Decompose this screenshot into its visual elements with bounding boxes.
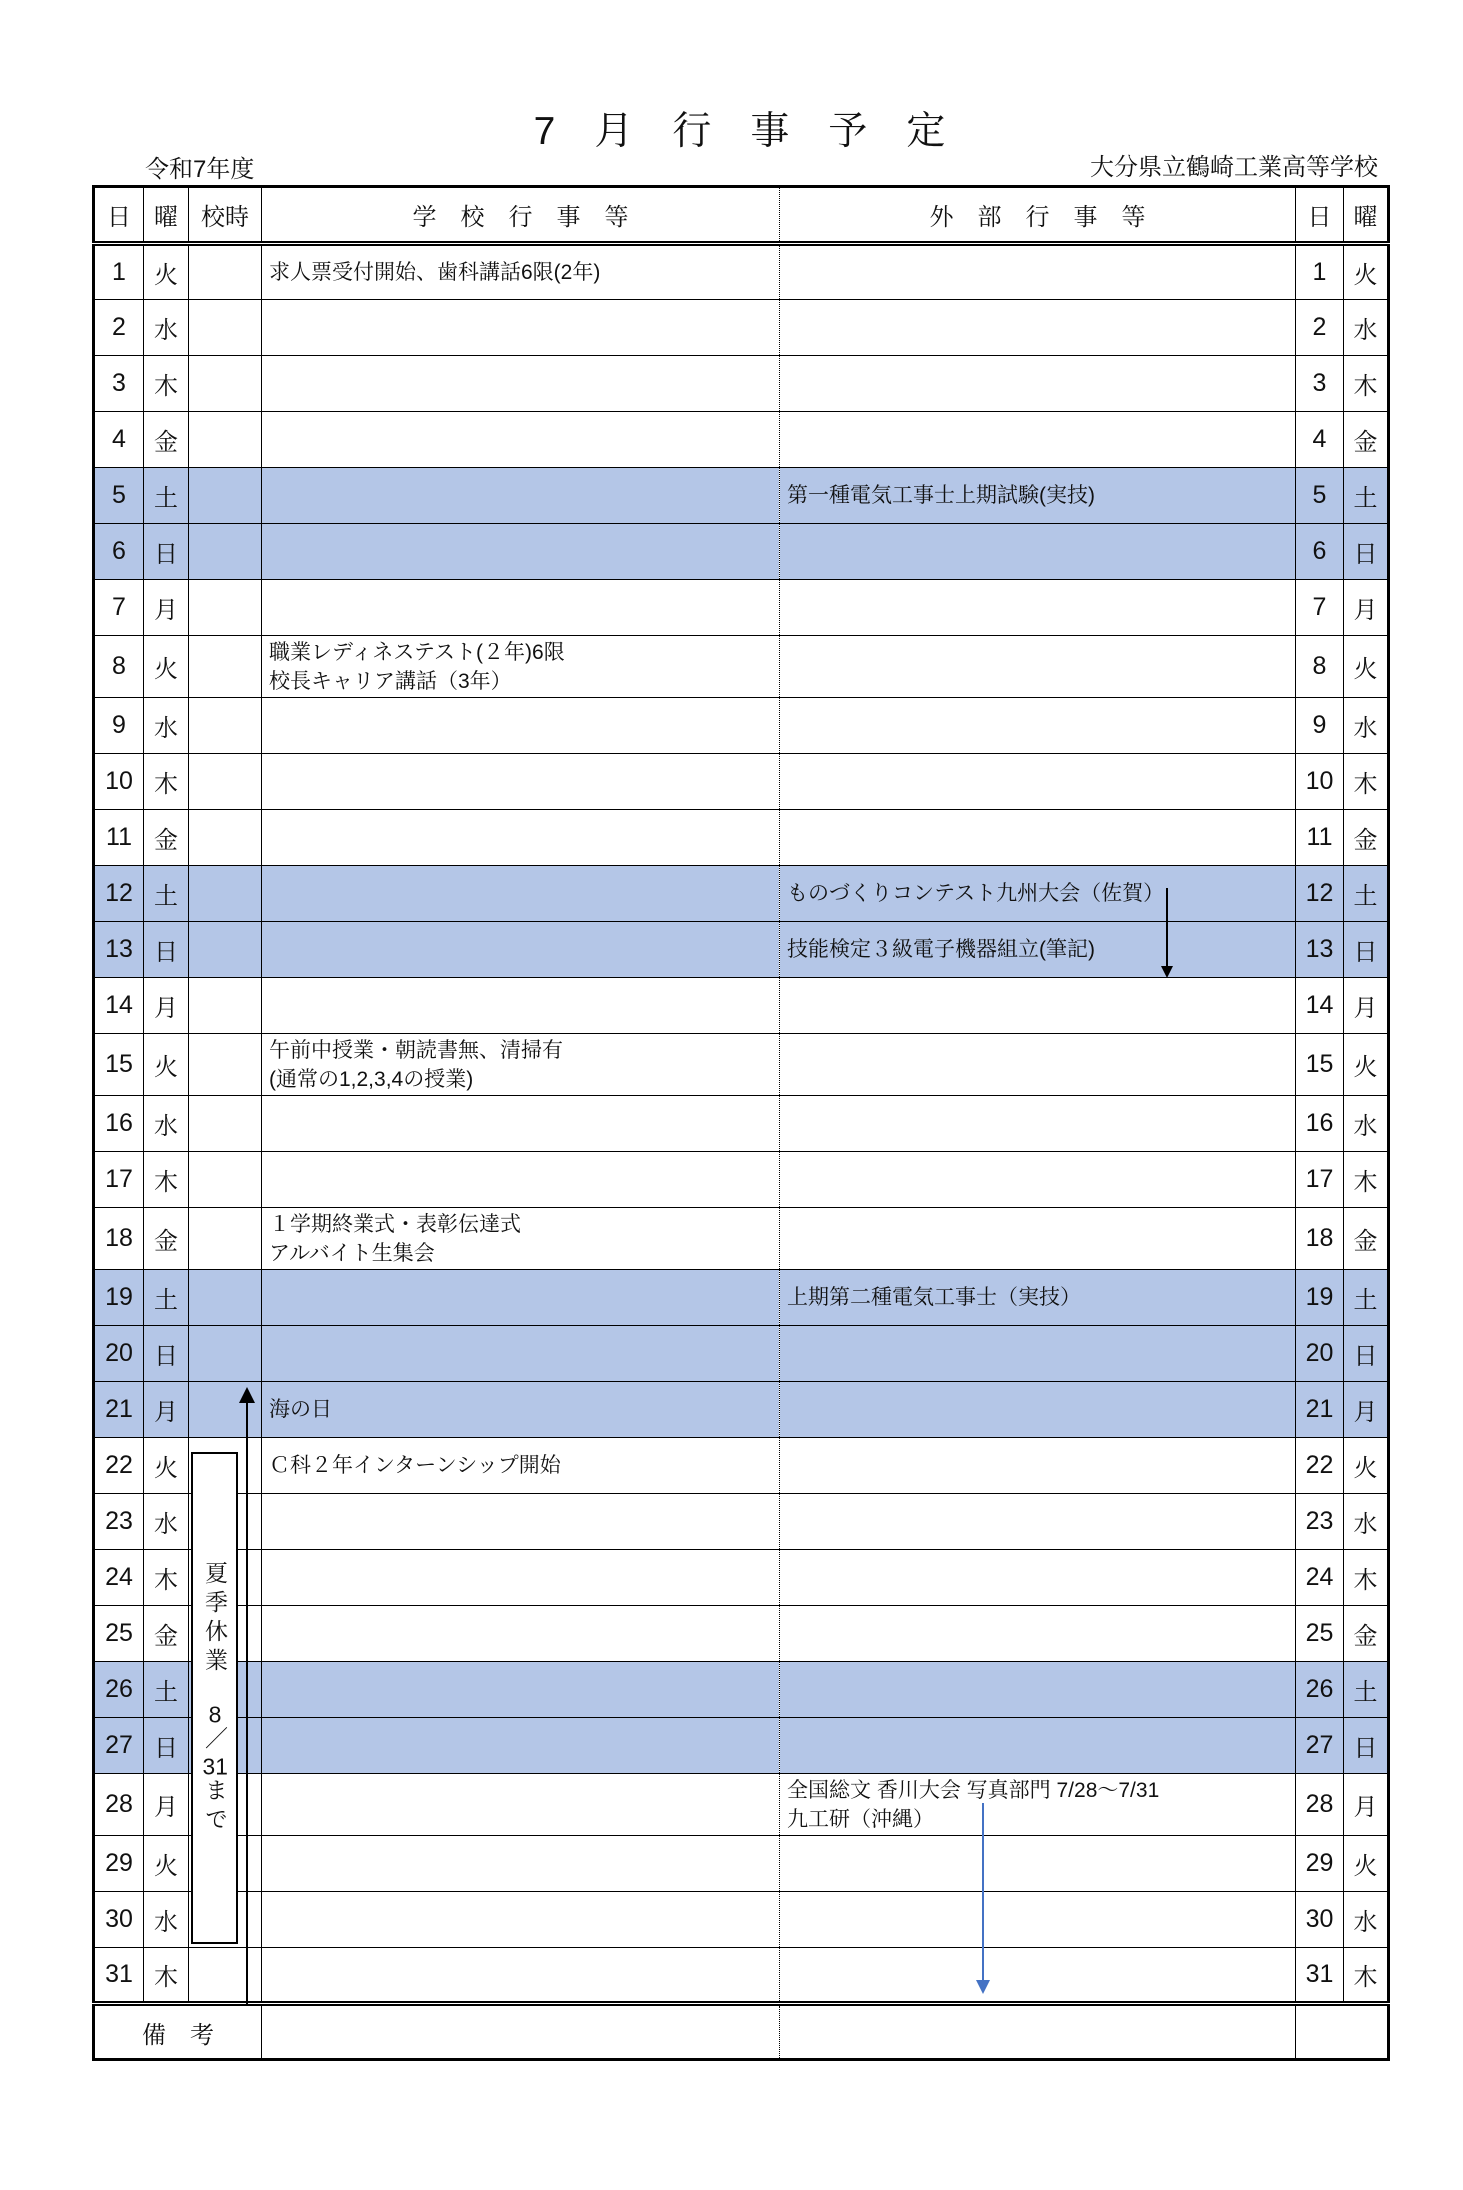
weekday-cell-right: 日 xyxy=(1344,1718,1389,1774)
day-cell-right: 16 xyxy=(1296,1096,1344,1152)
external-events-cell xyxy=(780,580,1296,636)
day-cell-right: 21 xyxy=(1296,1382,1344,1438)
external-events-cell xyxy=(780,1494,1296,1550)
school-events-cell xyxy=(262,1096,780,1152)
header-period: 校時 xyxy=(189,187,262,244)
period-cell xyxy=(189,244,262,300)
period-cell xyxy=(189,810,262,866)
day-cell-right: 5 xyxy=(1296,468,1344,524)
calendar-row xyxy=(94,1948,1389,2004)
calendar-row xyxy=(94,1718,1389,1774)
day-cell: 13 xyxy=(94,922,144,978)
weekday-cell-right: 金 xyxy=(1344,1208,1389,1270)
calendar-row xyxy=(94,468,1389,524)
calendar-row xyxy=(94,412,1389,468)
weekday-cell: 日 xyxy=(144,1718,189,1774)
day-cell: 8 xyxy=(94,636,144,698)
calendar-row xyxy=(94,1836,1389,1892)
weekday-cell-right: 土 xyxy=(1344,468,1389,524)
day-cell-right: 17 xyxy=(1296,1152,1344,1208)
school-events-cell xyxy=(262,754,780,810)
remarks-school-cell xyxy=(262,2004,780,2060)
weekday-cell-right: 水 xyxy=(1344,1892,1389,1948)
weekday-cell: 日 xyxy=(144,1326,189,1382)
weekday-cell: 金 xyxy=(144,1208,189,1270)
school-events-cell xyxy=(262,922,780,978)
day-cell: 29 xyxy=(94,1836,144,1892)
day-cell-right: 26 xyxy=(1296,1662,1344,1718)
calendar-row xyxy=(94,1774,1389,1836)
weekday-cell-right: 木 xyxy=(1344,1948,1389,2004)
period-cell xyxy=(189,1152,262,1208)
external-events-cell xyxy=(780,866,1296,922)
weekday-cell: 木 xyxy=(144,1550,189,1606)
weekday-cell-right: 火 xyxy=(1344,1034,1389,1096)
school-events-cell xyxy=(262,636,780,698)
calendar-row xyxy=(94,1382,1389,1438)
day-cell-right: 19 xyxy=(1296,1270,1344,1326)
day-cell-right: 23 xyxy=(1296,1494,1344,1550)
summer-vacation-label: 夏季休業8／31まで xyxy=(202,1560,228,1836)
event-text: 九工研（沖縄） xyxy=(787,1807,934,1831)
arrow-shaft xyxy=(246,1399,248,2006)
external-events-cell xyxy=(780,1034,1296,1096)
calendar-row xyxy=(94,1550,1389,1606)
weekday-cell: 金 xyxy=(144,412,189,468)
school-events-cell xyxy=(262,1438,780,1494)
school-events-cell xyxy=(262,978,780,1034)
calendar-row xyxy=(94,866,1389,922)
external-events-cell xyxy=(780,1892,1296,1948)
summer-break-start-arrow xyxy=(239,1387,255,2008)
day-cell: 15 xyxy=(94,1034,144,1096)
school-events-cell xyxy=(262,1034,780,1096)
day-cell-right: 18 xyxy=(1296,1208,1344,1270)
weekday-cell-right: 火 xyxy=(1344,1438,1389,1494)
external-events-cell xyxy=(780,1948,1296,2004)
external-events-cell xyxy=(780,1208,1296,1270)
event-text: 海の日 xyxy=(269,1398,332,1421)
day-cell-right: 7 xyxy=(1296,580,1344,636)
day-cell: 6 xyxy=(94,524,144,580)
school-events-cell xyxy=(262,1550,780,1606)
day-cell-right: 14 xyxy=(1296,978,1344,1034)
day-cell-right: 25 xyxy=(1296,1606,1344,1662)
weekday-cell-right: 月 xyxy=(1344,1382,1389,1438)
day-cell-right: 10 xyxy=(1296,754,1344,810)
day-cell: 21 xyxy=(94,1382,144,1438)
school-events-cell xyxy=(262,1606,780,1662)
weekday-cell: 火 xyxy=(144,1438,189,1494)
calendar-row xyxy=(94,300,1389,356)
school-events-cell xyxy=(262,1208,780,1270)
day-cell: 5 xyxy=(94,468,144,524)
day-cell-right: 8 xyxy=(1296,636,1344,698)
external-events-cell xyxy=(780,1774,1296,1836)
period-cell xyxy=(189,698,262,754)
day-cell: 10 xyxy=(94,754,144,810)
period-cell xyxy=(189,754,262,810)
day-cell: 14 xyxy=(94,978,144,1034)
external-events-cell xyxy=(780,1096,1296,1152)
period-cell xyxy=(189,356,262,412)
weekday-cell-right: 水 xyxy=(1344,300,1389,356)
day-cell: 9 xyxy=(94,698,144,754)
weekday-cell: 月 xyxy=(144,1774,189,1836)
weekday-cell: 木 xyxy=(144,1152,189,1208)
day-cell: 20 xyxy=(94,1326,144,1382)
calendar-row xyxy=(94,1096,1389,1152)
weekday-cell-right: 木 xyxy=(1344,754,1389,810)
fiscal-year-label: 令和7年度 xyxy=(145,156,255,183)
weekday-cell: 金 xyxy=(144,1606,189,1662)
weekday-cell-right: 金 xyxy=(1344,810,1389,866)
weekday-cell: 月 xyxy=(144,580,189,636)
day-cell: 23 xyxy=(94,1494,144,1550)
day-cell: 17 xyxy=(94,1152,144,1208)
day-cell: 11 xyxy=(94,810,144,866)
period-cell xyxy=(189,412,262,468)
external-events-cell xyxy=(780,1606,1296,1662)
weekday-cell: 水 xyxy=(144,300,189,356)
weekday-cell: 月 xyxy=(144,1382,189,1438)
school-events-cell xyxy=(262,810,780,866)
period-cell xyxy=(189,866,262,922)
weekday-cell: 木 xyxy=(144,754,189,810)
weekday-cell-right: 木 xyxy=(1344,356,1389,412)
header-day: 日 xyxy=(94,187,144,244)
school-events-cell xyxy=(262,524,780,580)
period-cell xyxy=(189,1096,262,1152)
weekday-cell: 土 xyxy=(144,1662,189,1718)
day-cell: 25 xyxy=(94,1606,144,1662)
external-events-cell xyxy=(780,1550,1296,1606)
external-events-cell xyxy=(780,356,1296,412)
event-text: 全国総文 香川大会 写真部門 7/28～7/31 xyxy=(787,1778,1160,1802)
event-text: 校長キャリア講話（3年） xyxy=(269,669,512,693)
header-school-events: 学 校 行 事 等 xyxy=(262,187,780,244)
day-cell-right: 12 xyxy=(1296,866,1344,922)
external-events-cell xyxy=(780,300,1296,356)
external-events-cell xyxy=(780,468,1296,524)
external-events-cell xyxy=(780,244,1296,300)
day-cell-right: 4 xyxy=(1296,412,1344,468)
external-events-cell xyxy=(780,1382,1296,1438)
calendar-row xyxy=(94,244,1389,300)
weekday-cell: 火 xyxy=(144,636,189,698)
remarks-right-cell xyxy=(1296,2004,1389,2060)
weekday-cell-right: 金 xyxy=(1344,1606,1389,1662)
weekday-cell: 木 xyxy=(144,1948,189,2004)
remarks-label: 備 考 xyxy=(94,2004,262,2060)
day-cell: 24 xyxy=(94,1550,144,1606)
weekday-cell-right: 火 xyxy=(1344,244,1389,300)
event-text: Ｃ科２年インターンシップ開始 xyxy=(269,1454,561,1477)
weekday-cell-right: 土 xyxy=(1344,1662,1389,1718)
header-weekday: 曜 xyxy=(144,187,189,244)
weekday-cell-right: 水 xyxy=(1344,698,1389,754)
calendar-row xyxy=(94,1208,1389,1270)
weekday-cell: 水 xyxy=(144,698,189,754)
calendar-row xyxy=(94,810,1389,866)
weekday-cell: 火 xyxy=(144,1034,189,1096)
external-events-cell xyxy=(780,1326,1296,1382)
remarks-row xyxy=(94,2004,1389,2060)
day-cell: 30 xyxy=(94,1892,144,1948)
calendar-row xyxy=(94,356,1389,412)
period-cell xyxy=(189,922,262,978)
weekday-cell-right: 火 xyxy=(1344,636,1389,698)
day-cell: 18 xyxy=(94,1208,144,1270)
day-cell-right: 2 xyxy=(1296,300,1344,356)
calendar-row xyxy=(94,1606,1389,1662)
school-events-cell xyxy=(262,1718,780,1774)
day-cell: 4 xyxy=(94,412,144,468)
weekday-cell-right: 月 xyxy=(1344,978,1389,1034)
school-events-cell xyxy=(262,1836,780,1892)
school-events-cell xyxy=(262,412,780,468)
calendar-row xyxy=(94,1034,1389,1096)
day-cell-right: 6 xyxy=(1296,524,1344,580)
school-events-cell xyxy=(262,356,780,412)
weekday-cell: 水 xyxy=(144,1892,189,1948)
weekday-cell: 水 xyxy=(144,1494,189,1550)
day-cell-right: 28 xyxy=(1296,1774,1344,1836)
period-cell xyxy=(189,1208,262,1270)
period-cell xyxy=(189,468,262,524)
weekday-cell: 土 xyxy=(144,468,189,524)
school-events-cell xyxy=(262,468,780,524)
calendar-row xyxy=(94,1326,1389,1382)
weekday-cell-right: 水 xyxy=(1344,1494,1389,1550)
day-cell: 22 xyxy=(94,1438,144,1494)
weekday-cell-right: 月 xyxy=(1344,1774,1389,1836)
weekday-cell-right: 月 xyxy=(1344,580,1389,636)
weekday-cell-right: 金 xyxy=(1344,412,1389,468)
event-text: アルバイト生集会 xyxy=(269,1241,435,1265)
day-cell-right: 29 xyxy=(1296,1836,1344,1892)
calendar-row xyxy=(94,1892,1389,1948)
weekday-cell-right: 水 xyxy=(1344,1096,1389,1152)
calendar-row xyxy=(94,580,1389,636)
weekday-cell: 火 xyxy=(144,244,189,300)
external-events-cell xyxy=(780,754,1296,810)
weekday-cell-right: 日 xyxy=(1344,1326,1389,1382)
school-events-cell xyxy=(262,1326,780,1382)
event-text: 午前中授業・朝読書無、清掃有 xyxy=(269,1038,563,1062)
event-text: 求人票受付開始、歯科講話6限(2年) xyxy=(269,261,601,284)
period-cell xyxy=(189,1270,262,1326)
weekday-cell-right: 土 xyxy=(1344,1270,1389,1326)
period-cell xyxy=(189,524,262,580)
period-cell xyxy=(189,978,262,1034)
weekday-cell: 日 xyxy=(144,524,189,580)
day-cell: 26 xyxy=(94,1662,144,1718)
calendar-row xyxy=(94,698,1389,754)
external-events-cell xyxy=(780,1438,1296,1494)
weekday-cell: 土 xyxy=(144,866,189,922)
arrow-shaft xyxy=(982,1803,984,1980)
day-cell-right: 1 xyxy=(1296,244,1344,300)
day-cell-right: 22 xyxy=(1296,1438,1344,1494)
external-events-cell xyxy=(780,810,1296,866)
school-name-label: 大分県立鶴崎工業高等学校 xyxy=(1090,154,1378,181)
period-cell xyxy=(189,300,262,356)
period-cell xyxy=(189,1326,262,1382)
school-events-cell xyxy=(262,1494,780,1550)
weekday-cell-right: 日 xyxy=(1344,922,1389,978)
period-cell xyxy=(189,636,262,698)
school-events-cell xyxy=(262,866,780,922)
weekday-cell: 土 xyxy=(144,1270,189,1326)
school-events-cell xyxy=(262,698,780,754)
day-cell: 28 xyxy=(94,1774,144,1836)
weekday-cell: 金 xyxy=(144,810,189,866)
arrow-down-head-icon xyxy=(976,1980,990,1994)
school-events-cell xyxy=(262,1948,780,2004)
header-row xyxy=(94,187,1389,244)
calendar-body xyxy=(94,244,1389,2004)
calendar-row xyxy=(94,636,1389,698)
summer-vacation-box xyxy=(191,1452,238,1944)
event-text: 技能検定３級電子機器組立(筆記) xyxy=(787,938,1095,961)
weekday-cell: 月 xyxy=(144,978,189,1034)
arrow-down-head-icon xyxy=(1161,966,1173,978)
external-events-cell xyxy=(780,1662,1296,1718)
weekday-cell: 木 xyxy=(144,356,189,412)
day-cell: 31 xyxy=(94,1948,144,2004)
school-events-cell xyxy=(262,244,780,300)
day-cell-right: 3 xyxy=(1296,356,1344,412)
external-events-cell xyxy=(780,1836,1296,1892)
school-events-cell xyxy=(262,1382,780,1438)
event-text: 職業レディネステスト(２年)6限 xyxy=(269,640,565,664)
school-events-cell xyxy=(262,1270,780,1326)
calendar-row xyxy=(94,1438,1389,1494)
school-events-cell xyxy=(262,580,780,636)
external-events-cell xyxy=(780,698,1296,754)
calendar-row xyxy=(94,754,1389,810)
day-cell-right: 30 xyxy=(1296,1892,1344,1948)
day-cell-right: 20 xyxy=(1296,1326,1344,1382)
event-text: (通常の1,2,3,4の授業) xyxy=(269,1067,474,1091)
school-events-cell xyxy=(262,1774,780,1836)
arrow-shaft xyxy=(1166,888,1168,966)
calendar-row xyxy=(94,978,1389,1034)
day-cell-right: 9 xyxy=(1296,698,1344,754)
external-events-cell xyxy=(780,1152,1296,1208)
weekday-cell-right: 火 xyxy=(1344,1836,1389,1892)
day-cell: 19 xyxy=(94,1270,144,1326)
weekday-cell-right: 土 xyxy=(1344,866,1389,922)
external-events-cell xyxy=(780,1718,1296,1774)
day-cell: 2 xyxy=(94,300,144,356)
external-events-cell xyxy=(780,412,1296,468)
school-events-cell xyxy=(262,1892,780,1948)
day-cell: 1 xyxy=(94,244,144,300)
weekday-cell: 火 xyxy=(144,1836,189,1892)
calendar-row xyxy=(94,1270,1389,1326)
period-cell xyxy=(189,580,262,636)
external-events-cell xyxy=(780,524,1296,580)
day-cell: 16 xyxy=(94,1096,144,1152)
day-cell-right: 24 xyxy=(1296,1550,1344,1606)
schedule-table xyxy=(92,185,1390,2061)
weekday-cell: 水 xyxy=(144,1096,189,1152)
event-duration-arrow xyxy=(976,1803,990,1994)
event-text: ものづくりコンテスト九州大会（佐賀） xyxy=(787,882,1165,905)
weekday-cell: 日 xyxy=(144,922,189,978)
calendar-row xyxy=(94,922,1389,978)
event-text: １学期終業式・表彰伝達式 xyxy=(269,1212,521,1236)
external-events-cell xyxy=(780,1270,1296,1326)
period-cell xyxy=(189,1034,262,1096)
day-cell: 3 xyxy=(94,356,144,412)
school-events-cell xyxy=(262,300,780,356)
calendar-row xyxy=(94,1662,1389,1718)
weekday-cell-right: 木 xyxy=(1344,1152,1389,1208)
header-weekday-right: 曜 xyxy=(1344,187,1389,244)
day-cell-right: 27 xyxy=(1296,1718,1344,1774)
remarks-external-cell xyxy=(780,2004,1296,2060)
day-cell-right: 11 xyxy=(1296,810,1344,866)
school-events-cell xyxy=(262,1152,780,1208)
external-events-cell xyxy=(780,978,1296,1034)
weekday-cell-right: 木 xyxy=(1344,1550,1389,1606)
event-text: 上期第二種電気工事士（実技） xyxy=(787,1286,1081,1309)
header-external-events: 外 部 行 事 等 xyxy=(780,187,1296,244)
day-cell: 7 xyxy=(94,580,144,636)
day-cell-right: 13 xyxy=(1296,922,1344,978)
calendar-row xyxy=(94,1494,1389,1550)
day-cell: 27 xyxy=(94,1718,144,1774)
day-cell-right: 31 xyxy=(1296,1948,1344,2004)
day-cell-right: 15 xyxy=(1296,1034,1344,1096)
page-title: 7 月 行 事 予 定 xyxy=(533,110,946,153)
day-cell: 12 xyxy=(94,866,144,922)
calendar-row xyxy=(94,1152,1389,1208)
external-events-cell xyxy=(780,922,1296,978)
external-events-cell xyxy=(780,636,1296,698)
contest-duration-arrow xyxy=(1161,888,1173,978)
calendar-row xyxy=(94,524,1389,580)
school-events-cell xyxy=(262,1662,780,1718)
header-day-right: 日 xyxy=(1296,187,1344,244)
event-text: 第一種電気工事士上期試験(実技) xyxy=(787,484,1095,507)
weekday-cell-right: 日 xyxy=(1344,524,1389,580)
